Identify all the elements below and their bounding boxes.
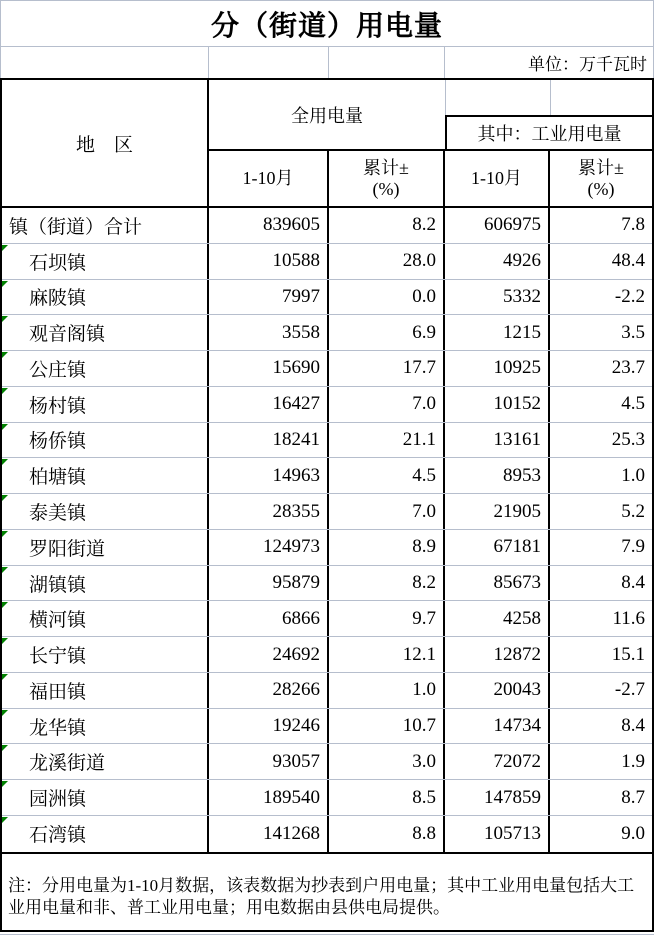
region-name: 湖镇镇 [29, 574, 87, 596]
total-cum-pct-cell[interactable]: 9.7 [329, 601, 445, 636]
industry-consumption-cell[interactable]: 20043 [445, 673, 550, 708]
table-row [2, 351, 652, 387]
industry-cum-pct-cell[interactable]: 15.1 [611, 643, 645, 665]
total-consumption-cell[interactable]: 7997 [209, 280, 329, 315]
region-name: 园洲镇 [29, 789, 87, 811]
industry-cum-pct-cell[interactable]: 7.8 [621, 214, 645, 236]
region-name: 横河镇 [29, 610, 87, 632]
industry-consumption-cell[interactable]: 5332 [445, 280, 550, 315]
total-consumption-cell[interactable]: 15690 [209, 351, 329, 386]
industry-consumption-cell[interactable]: 10152 [445, 387, 550, 422]
empty-cell [1, 47, 209, 78]
industry-consumption-cell[interactable]: 1215 [445, 315, 550, 350]
table-header [2, 80, 652, 208]
region-cell[interactable] [2, 530, 209, 565]
total-consumption-cell[interactable]: 14963 [209, 458, 329, 493]
region-name: 泰美镇 [29, 503, 87, 524]
region-name: 罗阳街道 [29, 538, 106, 560]
total-consumption-cell[interactable]: 24692 [209, 637, 329, 672]
region-cell[interactable] [2, 423, 209, 458]
region-name: 观音阁镇 [29, 324, 106, 346]
table-row [2, 458, 652, 494]
region-name: 镇（街道）合计 [9, 216, 143, 238]
error-flag-triangle-icon [2, 424, 8, 430]
error-flag-triangle-icon [2, 245, 8, 251]
error-flag-triangle-icon [2, 674, 8, 680]
total-cum-pct-cell[interactable]: 28.0 [329, 244, 445, 279]
header-total-period-cell[interactable]: 1-10月 [209, 149, 329, 206]
error-flag-triangle-icon [2, 495, 8, 501]
table-body [2, 208, 652, 852]
total-cum-pct-cell[interactable]: 8.2 [329, 208, 445, 243]
total-cum-pct-cell[interactable]: 7.0 [329, 494, 445, 529]
region-name: 柏塘镇 [29, 467, 87, 489]
region-cell[interactable] [2, 780, 209, 815]
header-region-cell[interactable] [2, 80, 209, 206]
region-cell[interactable] [2, 351, 209, 386]
total-consumption-cell[interactable]: 839605 [209, 208, 329, 243]
empty-cell [445, 80, 550, 115]
error-flag-triangle-icon [2, 638, 8, 644]
total-cum-pct-cell[interactable]: 6.9 [329, 315, 445, 350]
total-consumption-cell[interactable]: 6866 [209, 601, 329, 636]
header-industry-group-cell[interactable]: 其中：工业用电量 [445, 115, 652, 149]
total-cum-pct-cell[interactable]: 21.1 [329, 423, 445, 458]
error-flag-triangle-icon [2, 745, 8, 751]
industry-consumption-cell[interactable]: 4258 [445, 601, 550, 636]
table-row [2, 601, 652, 637]
total-consumption-cell[interactable]: 16427 [209, 387, 329, 422]
cum-label-line2: (%) [372, 178, 400, 199]
region-cell[interactable] [2, 673, 209, 708]
header-industry-cum-cell[interactable] [550, 149, 652, 206]
region-cell[interactable] [2, 280, 209, 315]
unit-label: 单位：万千瓦时 [528, 55, 647, 74]
industry-cum-pct-cell[interactable]: 25.3 [611, 428, 645, 450]
table-row [2, 315, 652, 351]
industry-cum-pct-cell[interactable]: 48.4 [611, 250, 645, 272]
industry-consumption-cell[interactable]: 13161 [445, 423, 550, 458]
industry-consumption-cell[interactable]: 105713 [445, 816, 550, 852]
table-row [2, 423, 652, 459]
error-flag-triangle-icon [2, 316, 8, 322]
total-cum-pct-cell[interactable]: 8.8 [329, 816, 445, 852]
industry-cum-pct-cell[interactable]: 1.0 [621, 464, 645, 486]
industry-consumption-cell[interactable]: 606975 [445, 208, 550, 243]
data-table [0, 78, 654, 932]
header-region-label: 地 区 [75, 134, 133, 156]
error-flag-triangle-icon [2, 459, 8, 465]
table-row [2, 637, 652, 673]
industry-consumption-cell[interactable]: 21905 [445, 494, 550, 529]
region-cell[interactable] [2, 315, 209, 350]
region-cell[interactable] [2, 566, 209, 601]
region-cell[interactable] [2, 494, 209, 529]
table-row [2, 566, 652, 602]
industry-cum-pct-cell[interactable]: 3.5 [621, 321, 645, 343]
table-row [2, 709, 652, 745]
industry-cum-pct-cell[interactable]: 4.5 [621, 393, 645, 415]
error-flag-triangle-icon [2, 388, 8, 394]
page-title: 分（街道）用电量 [210, 10, 443, 42]
table-row [2, 744, 652, 780]
footnote-text: 注：分用电量为1-10月数据，该表数据为抄表到户用电量；其中工业用电量包括大工业用电量和非、普工业用电量；用电数据由县供电局提供。 [8, 875, 635, 917]
table-row [2, 280, 652, 316]
error-flag-triangle-icon [2, 781, 8, 787]
region-cell[interactable] [2, 709, 209, 744]
region-name: 福田镇 [29, 681, 87, 703]
table-row [2, 673, 652, 709]
total-consumption-cell[interactable]: 28266 [209, 673, 329, 708]
industry-consumption-cell[interactable]: 10925 [445, 351, 550, 386]
cum-label-line1: 累计± [363, 157, 409, 178]
region-name: 石湾镇 [29, 825, 87, 847]
empty-cell [209, 47, 329, 78]
region-name: 杨侨镇 [29, 431, 87, 453]
table-row [2, 387, 652, 423]
total-cum-pct-cell[interactable]: 7.0 [329, 387, 445, 422]
region-name: 龙溪街道 [29, 753, 106, 775]
error-flag-triangle-icon [2, 567, 8, 573]
error-flag-triangle-icon [2, 602, 8, 608]
title-band [0, 0, 654, 78]
region-name: 长宁镇 [29, 646, 87, 668]
region-cell[interactable] [2, 744, 209, 779]
total-cum-pct-cell[interactable]: 0.0 [329, 280, 445, 315]
industry-consumption-cell[interactable]: 67181 [445, 530, 550, 565]
industry-cum-pct-cell[interactable]: 7.9 [621, 536, 645, 558]
error-flag-triangle-icon [2, 710, 8, 716]
error-flag-triangle-icon [2, 817, 8, 823]
empty-cell [550, 80, 652, 115]
total-consumption-cell[interactable]: 3558 [209, 315, 329, 350]
table-row [2, 208, 652, 244]
industry-cum-pct-cell[interactable]: 1.9 [621, 750, 645, 772]
footnote-area [2, 852, 652, 932]
total-consumption-cell[interactable]: 28355 [209, 494, 329, 529]
header-industry-period-cell[interactable]: 1-10月 [445, 149, 550, 206]
unit-row [1, 46, 653, 78]
empty-cell [329, 47, 445, 78]
total-consumption-cell[interactable]: 95879 [209, 566, 329, 601]
total-consumption-cell[interactable]: 93057 [209, 744, 329, 779]
region-name: 石坝镇 [29, 252, 87, 274]
industry-consumption-cell[interactable]: 14734 [445, 709, 550, 744]
total-cum-pct-cell[interactable]: 10.7 [329, 709, 445, 744]
total-consumption-cell[interactable]: 141268 [209, 816, 329, 852]
error-flag-triangle-icon [2, 352, 8, 358]
header-total-group-cell[interactable]: 全用电量 [291, 105, 363, 126]
table-row [2, 816, 652, 852]
industry-cum-pct-cell[interactable]: 5.2 [621, 500, 645, 522]
industry-cum-pct-cell[interactable]: -2.2 [614, 285, 645, 307]
region-cell[interactable] [2, 601, 209, 636]
region-cell[interactable] [2, 387, 209, 422]
industry-consumption-cell[interactable]: 8953 [445, 458, 550, 493]
total-cum-pct-cell[interactable]: 17.7 [329, 351, 445, 386]
total-cum-pct-cell[interactable]: 8.9 [329, 530, 445, 565]
industry-consumption-cell[interactable]: 12872 [445, 637, 550, 672]
table-row [2, 244, 652, 280]
total-consumption-cell[interactable]: 124973 [209, 530, 329, 565]
bottom-gridline [0, 932, 654, 935]
industry-cum-pct-cell[interactable]: 23.7 [611, 357, 645, 379]
total-cum-pct-cell[interactable]: 4.5 [329, 458, 445, 493]
total-cum-pct-cell[interactable]: 8.5 [329, 780, 445, 815]
total-cum-pct-cell[interactable]: 12.1 [329, 637, 445, 672]
total-cum-pct-cell[interactable]: 1.0 [329, 673, 445, 708]
region-cell[interactable] [2, 816, 209, 852]
region-cell[interactable] [2, 244, 209, 279]
error-flag-triangle-icon [2, 281, 8, 287]
industry-cum-pct-cell[interactable]: 8.7 [621, 786, 645, 808]
cum-label-line1: 累计± [578, 157, 624, 178]
region-name: 公庄镇 [29, 359, 87, 381]
total-consumption-cell[interactable]: 189540 [209, 780, 329, 815]
region-name: 杨村镇 [29, 395, 87, 417]
total-consumption-cell[interactable]: 18241 [209, 423, 329, 458]
industry-cum-pct-cell[interactable]: 9.0 [621, 822, 645, 844]
error-flag-triangle-icon [2, 531, 8, 537]
total-cum-pct-cell[interactable]: 3.0 [329, 744, 445, 779]
table-row [2, 494, 652, 530]
industry-cum-pct-cell[interactable]: 8.4 [621, 715, 645, 737]
region-cell[interactable] [2, 458, 209, 493]
industry-cum-pct-cell[interactable]: 8.4 [621, 572, 645, 594]
header-total-cum-cell[interactable] [329, 149, 445, 206]
industry-consumption-cell[interactable]: 85673 [445, 566, 550, 601]
cum-label-line2: (%) [587, 178, 615, 199]
region-cell[interactable] [2, 208, 209, 243]
industry-cum-pct-cell[interactable]: -2.7 [614, 679, 645, 701]
total-consumption-cell[interactable]: 10588 [209, 244, 329, 279]
table-row [2, 780, 652, 816]
region-name: 龙华镇 [29, 717, 87, 739]
industry-consumption-cell[interactable]: 4926 [445, 244, 550, 279]
total-consumption-cell[interactable]: 19246 [209, 709, 329, 744]
total-cum-pct-cell[interactable]: 8.2 [329, 566, 445, 601]
table-row [2, 530, 652, 566]
region-cell[interactable] [2, 637, 209, 672]
industry-consumption-cell[interactable]: 147859 [445, 780, 550, 815]
region-name: 麻陂镇 [29, 288, 87, 310]
industry-cum-pct-cell[interactable]: 11.6 [612, 607, 645, 629]
industry-consumption-cell[interactable]: 72072 [445, 744, 550, 779]
